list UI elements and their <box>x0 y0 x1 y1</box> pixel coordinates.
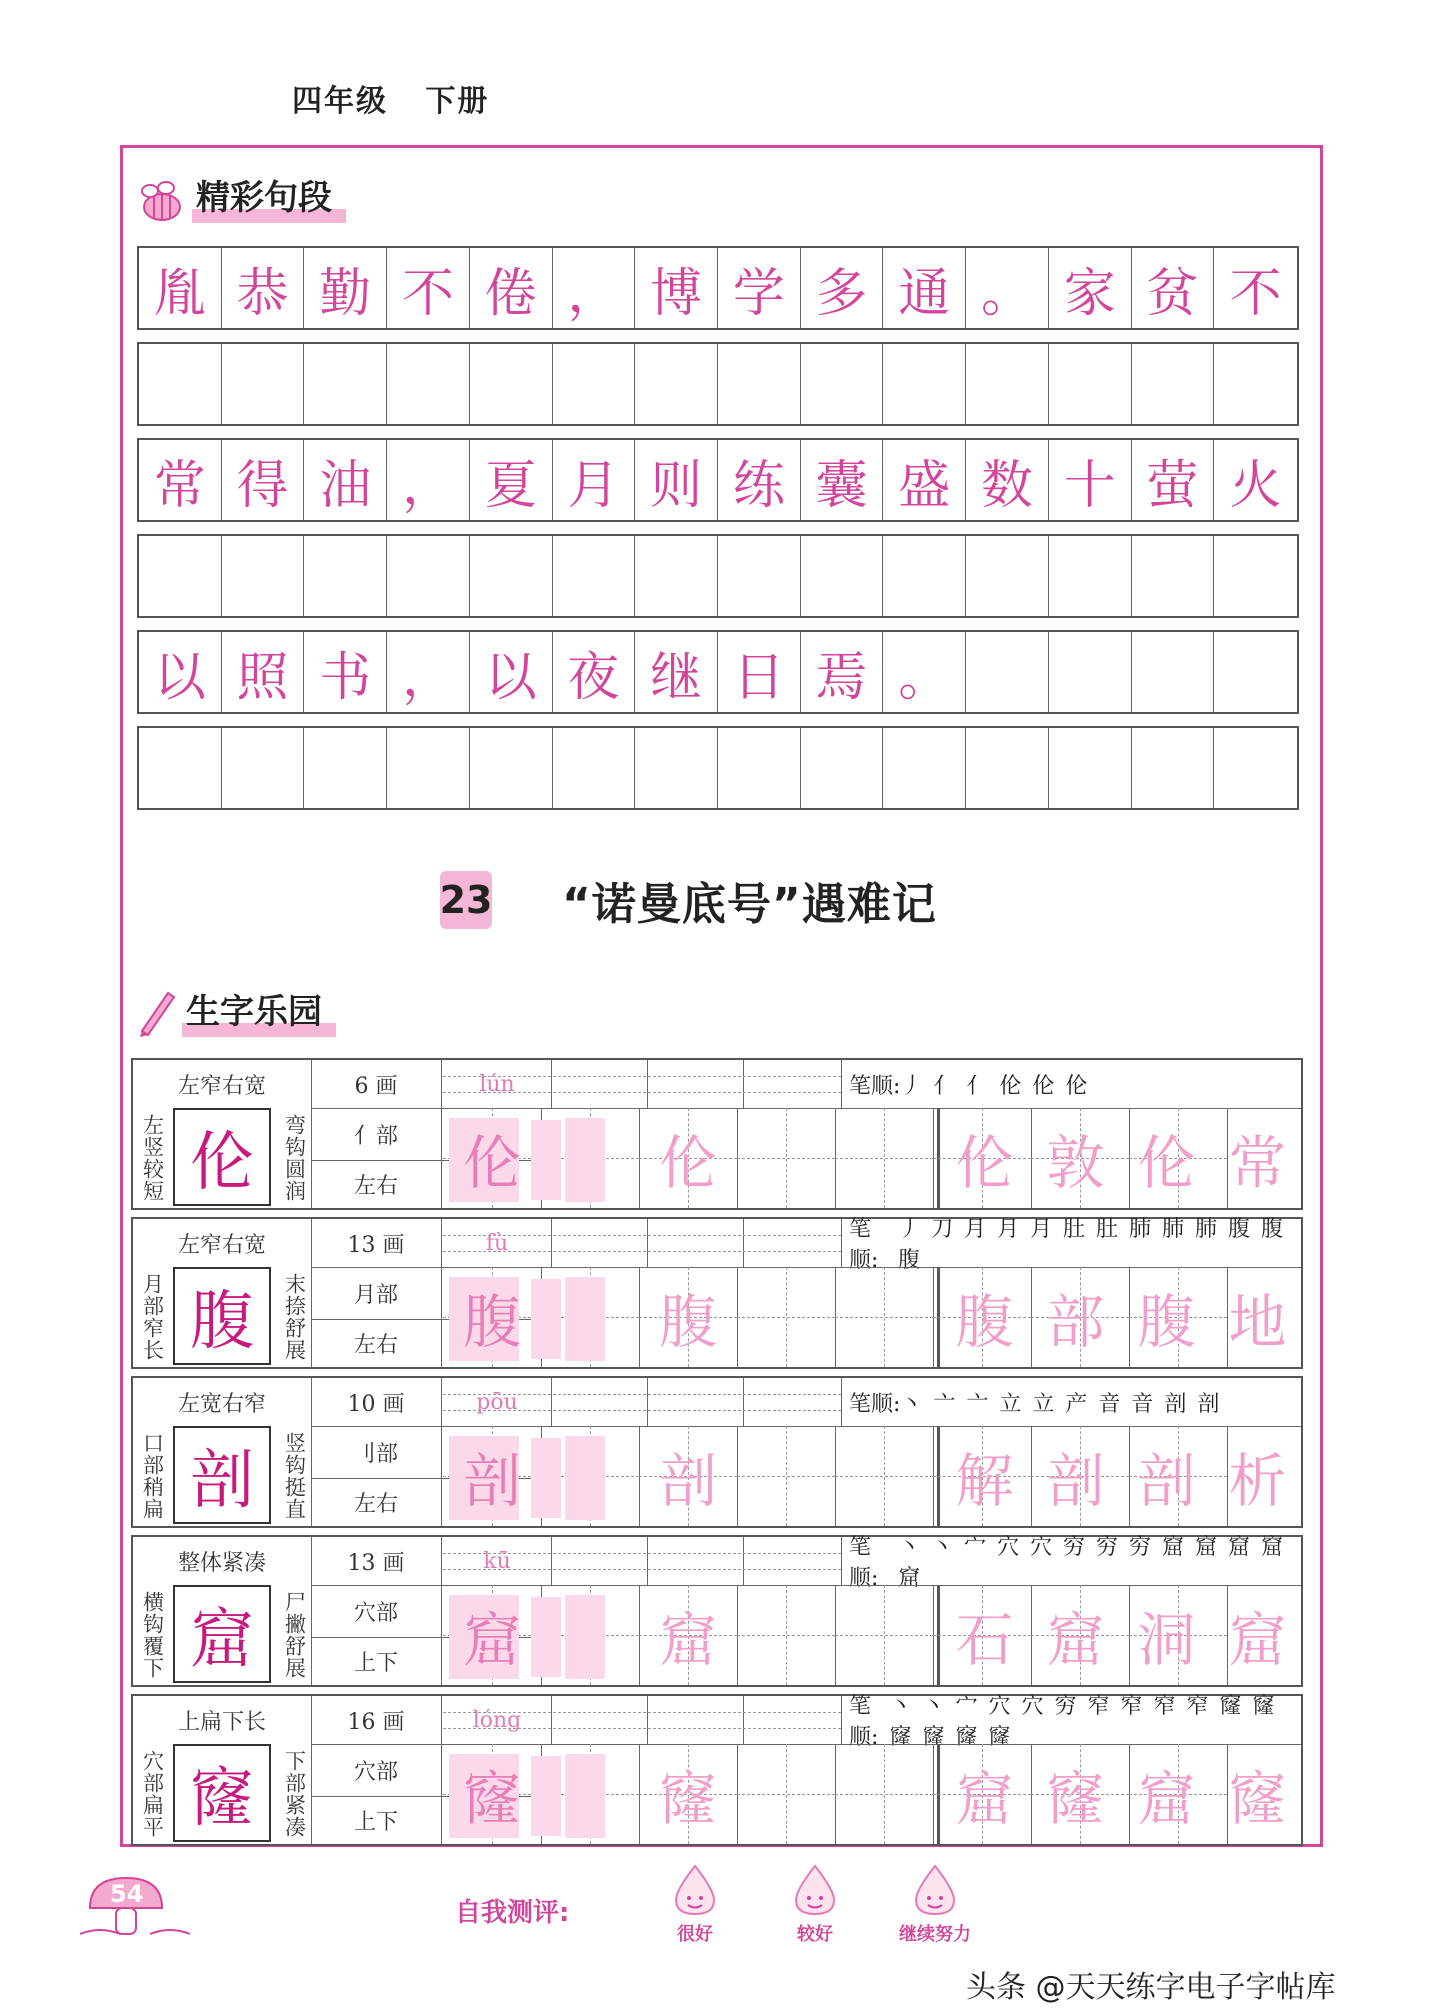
structure-tip: 整体紧凑 <box>177 1550 266 1576</box>
practice-grid-row[interactable] <box>137 342 1299 426</box>
grid-cell[interactable] <box>470 344 553 424</box>
structure-type: 上下 <box>353 1650 398 1676</box>
section-title-text: 生字乐园 <box>182 984 336 1037</box>
word-character: 洞 <box>1137 1606 1196 1674</box>
grid-cell[interactable] <box>387 344 470 424</box>
grid-cell: 。 <box>966 248 1049 328</box>
grid-cell: 不 <box>1229 263 1282 324</box>
grid-cell: 日 <box>718 632 801 712</box>
grid-cell: 书 <box>304 632 387 712</box>
character-row <box>131 1535 1303 1687</box>
word-character: 腹 <box>1137 1288 1196 1356</box>
right-tip: 弯钩圆润 <box>282 1114 307 1202</box>
structure-tip: 上扁下长 <box>177 1709 266 1735</box>
word-character: 窟 <box>955 1765 1014 1833</box>
page-number-badge <box>80 1872 200 1946</box>
word-character: 析 <box>1228 1447 1287 1515</box>
grid-cell: 萤 <box>1132 440 1215 520</box>
target-character: 伦 <box>173 1108 271 1206</box>
right-tip: 尸撇舒展 <box>282 1591 307 1679</box>
grid-cell: 博 <box>635 248 718 328</box>
grid-cell[interactable] <box>966 536 1049 616</box>
radical: 刂部 <box>353 1441 398 1467</box>
trace-character-light: 窿 <box>658 1765 717 1833</box>
stroke-count: 13 画 <box>347 1232 405 1258</box>
stroke-order-label: 笔顺: <box>849 1217 879 1273</box>
grid-cell[interactable] <box>883 344 966 424</box>
stroke-order-label: 笔顺: <box>849 1694 879 1750</box>
grid-cell[interactable] <box>635 728 718 808</box>
stroke-count: 10 画 <box>347 1391 405 1417</box>
target-character: 窿 <box>173 1744 271 1842</box>
stroke-order-sequence: 丿 刀 月 月 月 肚 肚 肺 肺 肺 腹 腹 腹 <box>898 1217 1286 1273</box>
sentence-grid-row <box>137 438 1299 522</box>
word-character: 石 <box>955 1606 1014 1674</box>
trace-character-dark: 伦 <box>462 1129 521 1197</box>
structure-tip: 左宽右窄 <box>177 1391 266 1417</box>
grid-cell[interactable] <box>222 344 305 424</box>
grid-cell: 数 <box>966 440 1049 520</box>
rating-2[interactable] <box>890 1864 980 1946</box>
word-character: 窿 <box>1046 1765 1105 1833</box>
trace-character-dark: 窟 <box>462 1606 521 1674</box>
word-character: 解 <box>955 1447 1014 1515</box>
stroke-order <box>849 1535 1299 1591</box>
radical: 穴部 <box>353 1759 398 1785</box>
trace-character-light: 窟 <box>658 1606 717 1674</box>
word-character: 伦 <box>955 1129 1014 1197</box>
structure-type: 左右 <box>353 1332 398 1358</box>
left-tip: 月部窄长 <box>140 1273 165 1361</box>
practice-grid-row[interactable] <box>137 534 1299 618</box>
bee-icon <box>134 179 186 223</box>
structure-type: 左右 <box>353 1173 398 1199</box>
character-row <box>131 1058 1303 1210</box>
grid-cell[interactable] <box>304 728 387 808</box>
grid-cell[interactable] <box>139 728 222 808</box>
stroke-order-label: 笔顺: <box>849 1535 879 1591</box>
structure-tip: 左窄右宽 <box>177 1073 266 1099</box>
word-character: 常 <box>1228 1129 1287 1197</box>
word-character: 伦 <box>1137 1129 1196 1197</box>
grid-cell[interactable] <box>1132 728 1215 808</box>
word-character: 腹 <box>955 1288 1014 1356</box>
grid-cell: 夜 <box>553 632 636 712</box>
grid-cell[interactable] <box>387 536 470 616</box>
word-character: 窿 <box>1228 1765 1287 1833</box>
pinyin: lóng <box>472 1707 522 1733</box>
lesson-title: “诺曼底号”遇难记 <box>562 879 937 930</box>
grid-cell: 学 <box>718 248 801 328</box>
grid-cell[interactable] <box>553 344 636 424</box>
stroke-order <box>849 1060 1299 1108</box>
grid-cell <box>1214 632 1297 712</box>
stroke-count: 16 画 <box>347 1709 405 1735</box>
grid-cell[interactable] <box>139 344 222 424</box>
grid-cell[interactable] <box>1214 344 1297 424</box>
trace-character-light: 腹 <box>658 1288 717 1356</box>
lesson-number: 23 <box>440 871 492 929</box>
grid-cell: 倦 <box>470 248 553 328</box>
lesson-heading <box>440 868 937 932</box>
left-tip: 横钩覆下 <box>140 1591 165 1679</box>
section-title-text: 精彩句段 <box>192 170 346 223</box>
word-character: 剖 <box>1046 1447 1105 1515</box>
grid-cell[interactable] <box>966 344 1049 424</box>
stroke-count: 13 画 <box>347 1550 405 1576</box>
grid-cell: 照 <box>222 632 305 712</box>
grid-cell[interactable] <box>635 344 718 424</box>
stroke-order-sequence: 丶 丶 宀 穴 穴 穷 窄 窄 窄 窄 窿 窿 窿 窿 窿 窿 <box>889 1694 1277 1750</box>
grid-cell: 贫 <box>1132 248 1215 328</box>
radical: 穴部 <box>353 1600 398 1626</box>
grid-cell: 夏 <box>470 440 553 520</box>
grid-cell[interactable] <box>387 728 470 808</box>
grid-cell: 焉 <box>801 632 884 712</box>
grid-cell: 不 <box>387 248 470 328</box>
droplet-face-icon <box>670 1864 720 1916</box>
pinyin: fù <box>485 1230 509 1256</box>
rating-label: 很好 <box>677 1924 713 1945</box>
rating-1[interactable] <box>770 1864 860 1946</box>
structure-type: 上下 <box>353 1809 398 1835</box>
word-character: 地 <box>1228 1288 1287 1356</box>
sentence-grid-row <box>137 246 1299 330</box>
word-character: 部 <box>1046 1288 1105 1356</box>
grid-cell: 则 <box>635 440 718 520</box>
grid-cell <box>1132 632 1215 712</box>
grid-cell: 十 <box>1049 440 1132 520</box>
trace-character-dark: 窿 <box>462 1765 521 1833</box>
trace-character-dark: 剖 <box>462 1447 521 1515</box>
stroke-order-sequence: 丿 亻 亻 伦 伦 伦 <box>900 1073 1090 1099</box>
grid-cell[interactable] <box>718 728 801 808</box>
grid-cell[interactable] <box>718 344 801 424</box>
grid-cell[interactable] <box>801 344 884 424</box>
pinyin: pōu <box>476 1389 518 1415</box>
grid-cell: 火 <box>1229 455 1282 516</box>
trace-character-dark: 腹 <box>462 1288 521 1356</box>
grid-cell: 家 <box>1049 248 1132 328</box>
grid-cell: 得 <box>222 440 305 520</box>
pencil-icon <box>134 987 176 1037</box>
rating-0[interactable] <box>650 1864 740 1946</box>
rating-label: 较好 <box>797 1924 833 1945</box>
trace-character-light: 剖 <box>658 1447 717 1515</box>
grid-cell[interactable] <box>304 344 387 424</box>
section-title-characters <box>134 984 336 1037</box>
structure-tip: 左窄右宽 <box>177 1232 266 1258</box>
grid-cell: ， <box>387 440 470 520</box>
grid-cell <box>966 632 1049 712</box>
word-character: 窟 <box>1046 1606 1105 1674</box>
grid-cell: 通 <box>883 248 966 328</box>
pinyin: lún <box>479 1071 515 1097</box>
grid-cell: 囊 <box>801 440 884 520</box>
grid-cell: 继 <box>635 632 718 712</box>
pinyin: kū <box>483 1548 511 1574</box>
target-character: 腹 <box>173 1267 271 1365</box>
sentence-grid-row <box>137 630 1299 714</box>
watermark: 头条 @天天练字电子字帖库 <box>960 1960 1342 2008</box>
droplet-face-icon <box>790 1864 840 1916</box>
left-tip: 左竖较短 <box>140 1114 165 1202</box>
grid-cell: 勤 <box>304 248 387 328</box>
radical: 月部 <box>353 1282 398 1308</box>
grid-cell: 常 <box>139 440 222 520</box>
droplet-face-icon <box>910 1864 960 1916</box>
grid-cell: 胤 <box>139 248 222 328</box>
word-character: 窟 <box>1228 1606 1287 1674</box>
grid-cell: 练 <box>718 440 801 520</box>
grid-cell[interactable] <box>801 536 884 616</box>
grid-cell[interactable] <box>304 536 387 616</box>
stroke-order-sequence: 丶 亠 亠 立 立 产 音 音 剖 剖 <box>900 1391 1222 1417</box>
grid-cell: 以 <box>139 632 222 712</box>
trace-character-light: 伦 <box>658 1129 717 1197</box>
grid-cell[interactable] <box>1132 536 1215 616</box>
grid-cell[interactable] <box>1049 728 1132 808</box>
word-character: 剖 <box>1137 1447 1196 1515</box>
word-character: 敦 <box>1046 1129 1105 1197</box>
grid-cell[interactable] <box>883 536 966 616</box>
grid-cell: ， <box>553 248 636 328</box>
grid-cell[interactable] <box>801 728 884 808</box>
character-row <box>131 1217 1303 1369</box>
page-number: 54 <box>110 1880 144 1908</box>
grid-cell: 油 <box>304 440 387 520</box>
grid-cell[interactable] <box>966 728 1049 808</box>
grid-cell: ， <box>387 632 470 712</box>
section-title-sentences <box>134 170 346 223</box>
grid-cell[interactable] <box>1049 344 1132 424</box>
grid-cell[interactable] <box>139 536 222 616</box>
grid-cell[interactable] <box>470 536 553 616</box>
stroke-order-label: 笔顺: <box>849 1391 901 1417</box>
left-tip: 口部稍扁 <box>140 1432 165 1520</box>
grid-cell[interactable] <box>718 536 801 616</box>
rating-label: 继续努力 <box>899 1924 971 1945</box>
grid-cell: 盛 <box>883 440 966 520</box>
grid-cell <box>1049 632 1132 712</box>
stroke-order-sequence: 丶 丶 宀 穴 穴 穷 穷 穷 窟 窟 窟 窟 窟 <box>898 1535 1286 1591</box>
grid-cell[interactable] <box>553 536 636 616</box>
right-tip: 竖钩挺直 <box>282 1432 307 1520</box>
grid-cell[interactable] <box>553 728 636 808</box>
practice-grid-row[interactable] <box>137 726 1299 810</box>
grid-cell[interactable] <box>635 536 718 616</box>
character-row <box>131 1376 1303 1528</box>
radical: 亻部 <box>353 1123 398 1149</box>
right-tip: 末捺舒展 <box>282 1273 307 1361</box>
grid-cell[interactable] <box>1132 344 1215 424</box>
target-character: 窟 <box>173 1585 271 1683</box>
stroke-order <box>849 1217 1299 1273</box>
grid-cell[interactable] <box>222 536 305 616</box>
grid-cell: 。 <box>883 632 966 712</box>
stroke-order-label: 笔顺: <box>849 1073 901 1099</box>
self-eval-label: 自我测评: <box>455 1898 570 1928</box>
right-tip: 下部紧凑 <box>282 1750 307 1838</box>
structure-type: 左右 <box>353 1491 398 1517</box>
grid-cell[interactable] <box>1214 536 1297 616</box>
stroke-order <box>849 1694 1299 1750</box>
character-row <box>131 1694 1303 1846</box>
stroke-count: 6 画 <box>354 1073 398 1099</box>
grid-cell: 以 <box>470 632 553 712</box>
grid-cell[interactable] <box>1214 728 1297 808</box>
stroke-order <box>849 1378 1299 1426</box>
grid-cell[interactable] <box>470 728 553 808</box>
left-tip: 穴部扁平 <box>140 1750 165 1838</box>
grade-header: 四年级 下册 <box>292 84 490 119</box>
grid-cell[interactable] <box>222 728 305 808</box>
target-character: 剖 <box>173 1426 271 1524</box>
grid-cell: 多 <box>801 248 884 328</box>
word-character: 窟 <box>1137 1765 1196 1833</box>
grid-cell: 月 <box>553 440 636 520</box>
grid-cell: 恭 <box>222 248 305 328</box>
grid-cell[interactable] <box>1049 536 1132 616</box>
grid-cell[interactable] <box>883 728 966 808</box>
